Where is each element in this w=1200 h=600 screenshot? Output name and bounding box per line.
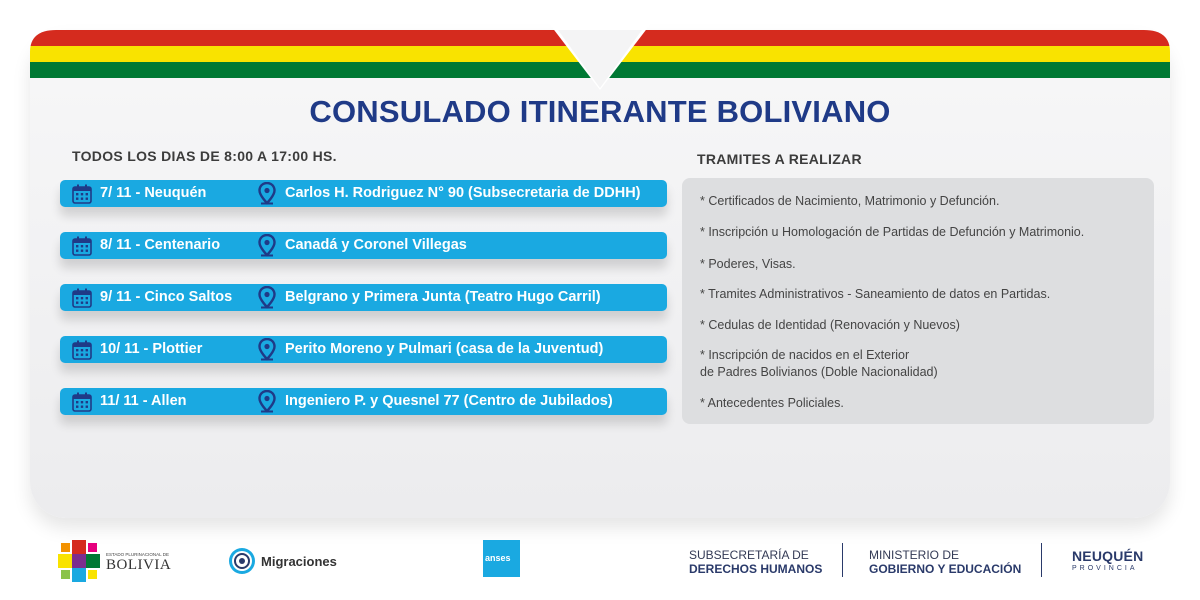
tramite-item: * Cedulas de Identidad (Renovación y Nuevos): [700, 318, 960, 332]
location-pin-icon: [258, 390, 276, 413]
subsecretaria-logo: [689, 548, 822, 576]
visit-date: 8/ 11 - Centenario: [100, 237, 221, 253]
visit-row: [60, 388, 667, 415]
calendar-icon: [72, 288, 92, 308]
calendar-icon: [72, 392, 92, 412]
tramite-item: * Poderes, Visas.: [700, 257, 796, 271]
ministerio-line1: MINISTERIO DE: [869, 548, 960, 562]
visit-row: [60, 180, 667, 207]
anses-text: anses: [485, 553, 511, 563]
bolivia-wiphala-icon: [58, 540, 100, 582]
tramite-item: * Certificados de Nacimiento, Matrimonio y Defunción.: [700, 194, 1000, 208]
tramites-header: TRAMITES A REALIZAR: [697, 151, 862, 167]
location-pin-icon: [258, 234, 276, 257]
bolivia-small-text: ESTADO PLURINACIONAL DE: [106, 552, 170, 557]
footer-divider: [1041, 543, 1042, 577]
tramite-item: * Tramites Administrativos - Saneamiento de datos en Partidas.: [700, 287, 1051, 301]
page-title: CONSULADO ITINERANTE BOLIVIANO: [309, 94, 891, 129]
visit-address: Canadá y Coronel Villegas: [285, 237, 467, 253]
visit-date: 10/ 11 - Plottier: [100, 341, 203, 357]
calendar-icon: [72, 184, 92, 204]
migraciones-icon: [228, 547, 256, 575]
visit-row: [60, 336, 667, 363]
ministerio-line2: GOBIERNO Y EDUCACIÓN: [869, 562, 1022, 576]
visit-address: Perito Moreno y Pulmari (casa de la Juventud): [285, 341, 604, 357]
migraciones-text: Migraciones: [261, 554, 337, 569]
bolivia-text: BOLIVIA: [106, 557, 172, 573]
neuquen-logo: [1072, 548, 1144, 572]
neuquen-text: NEUQUÉN: [1072, 548, 1144, 564]
ministerio-logo: [869, 548, 1021, 576]
location-pin-icon: [258, 182, 276, 205]
visit-address: Belgrano y Primera Junta (Teatro Hugo Carril): [285, 289, 601, 305]
subsecretaria-line1: SUBSECRETARÍA DE: [689, 548, 809, 562]
location-pin-icon: [258, 338, 276, 361]
provincia-text: PROVINCIA: [1072, 565, 1138, 572]
anses-logo: [483, 540, 520, 577]
footer-divider: [842, 543, 843, 577]
tramite-item: * Antecedentes Policiales.: [700, 396, 844, 410]
tramite-item: * Inscripción u Homologación de Partidas de Defunción y Matrimonio.: [700, 225, 1085, 239]
visit-address: Carlos H. Rodriguez N° 90 (Subsecretaria de DDHH): [285, 185, 641, 201]
calendar-icon: [72, 236, 92, 256]
bolivian-flag-banner: [0, 0, 1200, 100]
visit-date: 7/ 11 - Neuquén: [100, 185, 207, 201]
bolivia-logo: [58, 540, 178, 584]
visit-date: 9/ 11 - Cinco Saltos: [100, 289, 233, 305]
visit-row: [60, 232, 667, 259]
migraciones-logo: [228, 547, 348, 577]
visit-row: [60, 284, 667, 311]
visit-address: Ingeniero P. y Quesnel 77 (Centro de Jubilados): [285, 393, 613, 409]
subsecretaria-line2: DERECHOS HUMANOS: [689, 562, 823, 576]
tramite-item: * Inscripción de nacidos en el Exterior de Padres Bolivianos (Doble Nacionalidad): [700, 348, 938, 379]
visit-date: 11/ 11 - Allen: [100, 393, 187, 409]
calendar-icon: [72, 340, 92, 360]
location-pin-icon: [258, 286, 276, 309]
schedule-header: TODOS LOS DIAS DE 8:00 A 17:00 HS.: [72, 148, 337, 164]
